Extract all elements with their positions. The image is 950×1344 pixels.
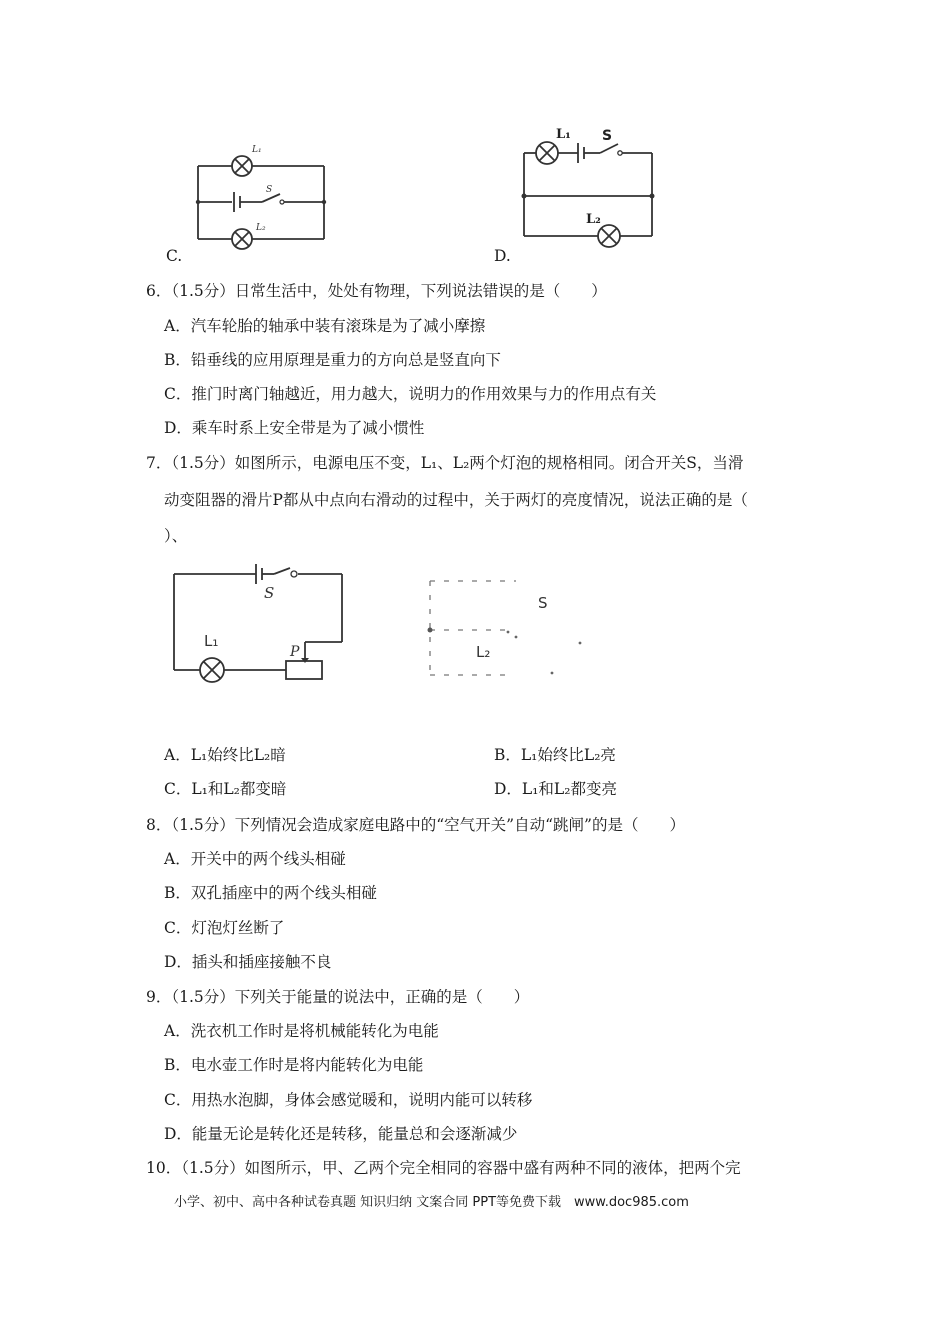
- q5-option-d-label: D.: [494, 247, 511, 265]
- q7-left-p-label: P: [290, 644, 300, 660]
- q6-option-b: B．铅垂线的应用原理是重力的方向总是竖直向下: [164, 351, 501, 369]
- q7-left-circuit-diagram: [170, 562, 360, 692]
- page-footer: 小学、初中、高中各种试卷真题 知识归纳 文案合同 PPT等免费下载 www.doc985.com: [174, 1195, 689, 1210]
- q5-option-c-label: C.: [166, 247, 183, 265]
- q7-option-b: B．L₁始终比L₂亮: [494, 746, 616, 764]
- q7-option-d: D．L₁和L₂都变亮: [494, 780, 617, 798]
- q7-option-c: C．L₁和L₂都变暗: [164, 780, 287, 798]
- q7-right-s-label: S: [538, 594, 548, 612]
- q5d-s-label: S: [602, 128, 613, 144]
- q7-stem-line2: 动变阻器的滑片P都从中点向右滑动的过程中，关于两灯的亮度情况，说法正确的是（: [164, 491, 748, 509]
- q5d-l1-label: L₁: [556, 127, 571, 142]
- q5-option-d-circuit-diagram: [520, 122, 660, 252]
- q5d-l2-label: L₂: [586, 212, 601, 227]
- q8-option-a: A．开关中的两个线头相碰: [164, 850, 346, 868]
- q7-right-l2-label: L₂: [476, 643, 491, 661]
- q7-left-l1-label: L₁: [204, 632, 219, 650]
- q7-stem-line1: 7．（1.5分）如图所示，电源电压不变，L₁、L₂两个灯泡的规格相同。闭合开关S，当滑: [146, 454, 744, 472]
- q7-right-circuit-diagram: [420, 575, 600, 690]
- q9-option-c: C．用热水泡脚，身体会感觉暖和，说明内能可以转移: [164, 1091, 533, 1109]
- q8-option-b: B．双孔插座中的两个线头相碰: [164, 884, 377, 902]
- q9-stem: 9．（1.5分）下列关于能量的说法中，正确的是（ ）: [146, 988, 530, 1006]
- q9-option-b: B．电水壶工作时是将内能转化为电能: [164, 1056, 424, 1074]
- q5-option-c-circuit-diagram: [190, 140, 330, 250]
- q8-option-d: D．插头和插座接触不良: [164, 953, 332, 971]
- q5c-l1-label: L₁: [252, 145, 262, 155]
- q7-stem-line3: ）、: [164, 527, 188, 545]
- q10-stem: 10．（1.5分）如图所示，甲、乙两个完全相同的容器中盛有两种不同的液体，把两个完: [146, 1159, 741, 1177]
- q6-option-c: C．推门时离门轴越近，用力越大，说明力的作用效果与力的作用点有关: [164, 385, 657, 403]
- q9-option-d: D．能量无论是转化还是转移，能量总和会逐渐减少: [164, 1125, 518, 1143]
- q9-option-a: A．洗衣机工作时是将机械能转化为电能: [164, 1022, 439, 1040]
- q5c-s-label: S: [266, 185, 273, 195]
- q6-option-a: A．汽车轮胎的轴承中装有滚珠是为了减小摩擦: [164, 317, 486, 335]
- q8-option-c: C．灯泡灯丝断了: [164, 919, 285, 937]
- q6-option-d: D．乘车时系上安全带是为了减小惯性: [164, 419, 425, 437]
- q7-option-a: A．L₁始终比L₂暗: [164, 746, 286, 764]
- q6-stem: 6．（1.5分）日常生活中，处处有物理，下列说法错误的是（ ）: [146, 282, 607, 300]
- q5c-l2-label: L₂: [256, 223, 266, 233]
- q8-stem: 8．（1.5分）下列情况会造成家庭电路中的“空气开关”自动“跳闸”的是（ ）: [146, 816, 685, 834]
- q7-left-s-label: S: [264, 584, 275, 602]
